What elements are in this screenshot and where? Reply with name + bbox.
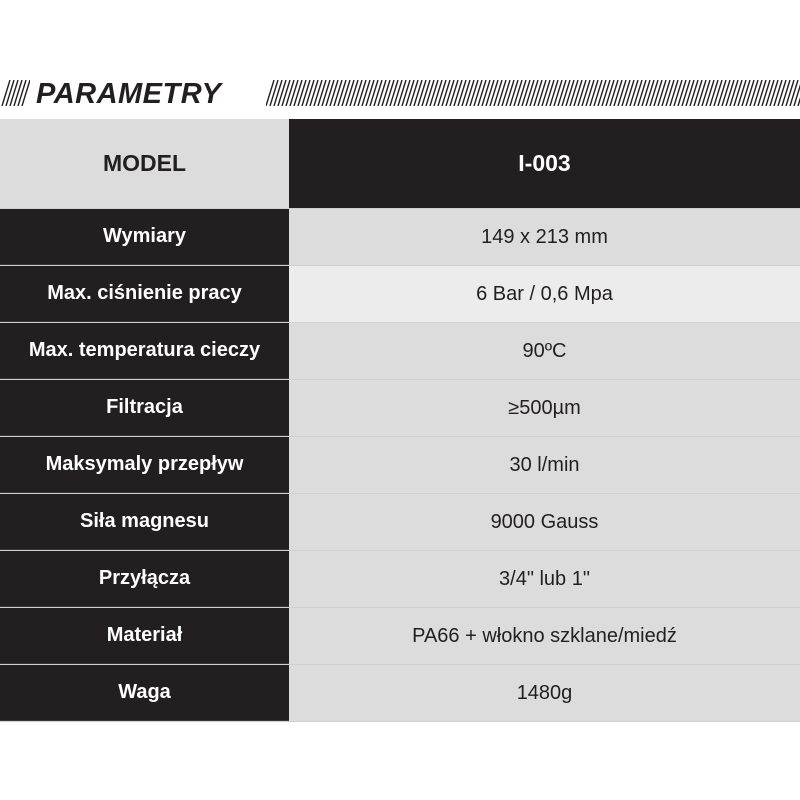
hatch-line — [730, 80, 738, 106]
hatch-line — [746, 80, 754, 106]
hatch-line — [506, 80, 514, 106]
hatch-line — [674, 80, 682, 106]
row-label: Max. temperatura cieczy — [0, 323, 289, 379]
row-label: Przyłącza — [0, 551, 289, 607]
hatch-line — [518, 80, 526, 106]
model-row — [0, 119, 800, 209]
hatch-line — [534, 80, 542, 106]
hatch-line — [402, 80, 410, 106]
parameters-table — [0, 119, 800, 722]
hatch-line — [338, 80, 346, 106]
hatch-line — [654, 80, 662, 106]
hatch-line — [566, 80, 574, 106]
hatch-line — [622, 80, 630, 106]
hatch-line — [694, 80, 702, 106]
hatch-line — [330, 80, 338, 106]
hatch-line — [318, 80, 326, 106]
hatch-line — [754, 80, 762, 106]
table-row — [0, 323, 800, 380]
hatch-line — [398, 80, 406, 106]
hatch-line — [298, 80, 306, 106]
hatch-line — [626, 80, 634, 106]
hatch-line — [698, 80, 706, 106]
hatch-decoration-left — [0, 80, 30, 106]
hatch-line — [510, 80, 518, 106]
row-value: ≥500µm — [289, 380, 800, 436]
hatch-line — [446, 80, 454, 106]
table-row — [0, 494, 800, 551]
hatch-line — [346, 80, 354, 106]
hatch-line — [762, 80, 770, 106]
hatch-line — [478, 80, 486, 106]
hatch-line — [434, 80, 442, 106]
hatch-line — [358, 80, 366, 106]
hatch-line — [662, 80, 670, 106]
row-label: Materiał — [0, 608, 289, 664]
hatch-line — [594, 80, 602, 106]
row-value: 6 Bar / 0,6 Mpa — [289, 266, 800, 322]
hatch-line — [770, 80, 778, 106]
table-row — [0, 551, 800, 608]
hatch-line — [638, 80, 646, 106]
hatch-line — [458, 80, 466, 106]
hatch-line — [314, 80, 322, 106]
hatch-line — [546, 80, 554, 106]
hatch-line — [366, 80, 374, 106]
hatch-line — [418, 80, 426, 106]
hatch-line — [610, 80, 618, 106]
hatch-line — [642, 80, 650, 106]
section-header — [0, 72, 800, 112]
hatch-line — [650, 80, 658, 106]
hatch-line — [310, 80, 318, 106]
hatch-line — [430, 80, 438, 106]
hatch-line — [790, 80, 798, 106]
row-label: Siła magnesu — [0, 494, 289, 550]
hatch-line — [710, 80, 718, 106]
hatch-line — [702, 80, 710, 106]
hatch-line — [494, 80, 502, 106]
hatch-line — [474, 80, 482, 106]
hatch-line — [778, 80, 786, 106]
row-value: 30 l/min — [289, 437, 800, 493]
row-label: Max. ciśnienie pracy — [0, 266, 289, 322]
hatch-line — [558, 80, 566, 106]
hatch-line — [490, 80, 498, 106]
hatch-line — [630, 80, 638, 106]
hatch-line — [774, 80, 782, 106]
hatch-line — [302, 80, 310, 106]
hatch-line — [578, 80, 586, 106]
table-row — [0, 608, 800, 665]
row-label: Waga — [0, 665, 289, 721]
hatch-line — [454, 80, 462, 106]
hatch-line — [414, 80, 422, 106]
row-label: Maksymaly przepływ — [0, 437, 289, 493]
hatch-line — [574, 80, 582, 106]
hatch-line — [550, 80, 558, 106]
row-value: 1480g — [289, 665, 800, 721]
hatch-line — [394, 80, 402, 106]
hatch-line — [690, 80, 698, 106]
hatch-line — [370, 80, 378, 106]
hatch-line — [326, 80, 334, 106]
hatch-line — [410, 80, 418, 106]
row-value: 9000 Gauss — [289, 494, 800, 550]
hatch-line — [282, 80, 290, 106]
hatch-line — [606, 80, 614, 106]
row-label: Wymiary — [0, 209, 289, 265]
hatch-line — [514, 80, 522, 106]
row-value: 149 x 213 mm — [289, 209, 800, 265]
model-label: MODEL — [0, 119, 289, 208]
hatch-line — [462, 80, 470, 106]
hatch-line — [658, 80, 666, 106]
hatch-line — [486, 80, 494, 106]
hatch-line — [334, 80, 342, 106]
hatch-line — [278, 80, 286, 106]
hatch-line — [582, 80, 590, 106]
hatch-line — [782, 80, 790, 106]
hatch-line — [466, 80, 474, 106]
hatch-line — [274, 80, 282, 106]
hatch-line — [750, 80, 758, 106]
hatch-line — [738, 80, 746, 106]
hatch-line — [586, 80, 594, 106]
hatch-line — [382, 80, 390, 106]
hatch-line — [646, 80, 654, 106]
hatch-line — [706, 80, 714, 106]
hatch-line — [570, 80, 578, 106]
table-row — [0, 266, 800, 323]
hatch-line — [714, 80, 722, 106]
hatch-decoration-right — [266, 80, 800, 106]
hatch-line — [482, 80, 490, 106]
hatch-line — [666, 80, 674, 106]
hatch-line — [686, 80, 694, 106]
hatch-line — [542, 80, 550, 106]
hatch-line — [538, 80, 546, 106]
row-value: 3/4" lub 1" — [289, 551, 800, 607]
hatch-line — [354, 80, 362, 106]
hatch-line — [618, 80, 626, 106]
hatch-line — [286, 80, 294, 106]
table-row — [0, 209, 800, 266]
hatch-line — [502, 80, 510, 106]
hatch-line — [438, 80, 446, 106]
table-row — [0, 437, 800, 494]
hatch-line — [470, 80, 478, 106]
hatch-line — [562, 80, 570, 106]
hatch-line — [682, 80, 690, 106]
hatch-line — [362, 80, 370, 106]
hatch-line — [378, 80, 386, 106]
hatch-line — [718, 80, 726, 106]
hatch-line — [422, 80, 430, 106]
hatch-line — [590, 80, 598, 106]
row-value: PA66 + włokno szklane/miedź — [289, 608, 800, 664]
hatch-line — [294, 80, 302, 106]
hatch-line — [526, 80, 534, 106]
hatch-line — [270, 80, 278, 106]
hatch-line — [350, 80, 358, 106]
hatch-line — [450, 80, 458, 106]
hatch-line — [758, 80, 766, 106]
hatch-line — [734, 80, 742, 106]
hatch-line — [670, 80, 678, 106]
hatch-line — [442, 80, 450, 106]
hatch-line — [598, 80, 606, 106]
hatch-line — [290, 80, 298, 106]
hatch-line — [634, 80, 642, 106]
hatch-line — [386, 80, 394, 106]
hatch-line — [306, 80, 314, 106]
hatch-line — [342, 80, 350, 106]
hatch-line — [614, 80, 622, 106]
hatch-line — [498, 80, 506, 106]
hatch-line — [726, 80, 734, 106]
hatch-line — [678, 80, 686, 106]
hatch-line — [742, 80, 750, 106]
hatch-line — [786, 80, 794, 106]
hatch-line — [602, 80, 610, 106]
hatch-line — [406, 80, 414, 106]
table-row — [0, 380, 800, 437]
hatch-line — [766, 80, 774, 106]
hatch-line — [266, 80, 274, 106]
hatch-line — [722, 80, 730, 106]
hatch-line — [322, 80, 330, 106]
hatch-line — [522, 80, 530, 106]
row-value: 90ºC — [289, 323, 800, 379]
model-value: I-003 — [289, 119, 800, 208]
table-row — [0, 665, 800, 722]
page-title: PARAMETRY — [36, 78, 222, 110]
hatch-line — [530, 80, 538, 106]
hatch-line — [390, 80, 398, 106]
hatch-line — [554, 80, 562, 106]
row-label: Filtracja — [0, 380, 289, 436]
hatch-line — [374, 80, 382, 106]
hatch-line — [426, 80, 434, 106]
